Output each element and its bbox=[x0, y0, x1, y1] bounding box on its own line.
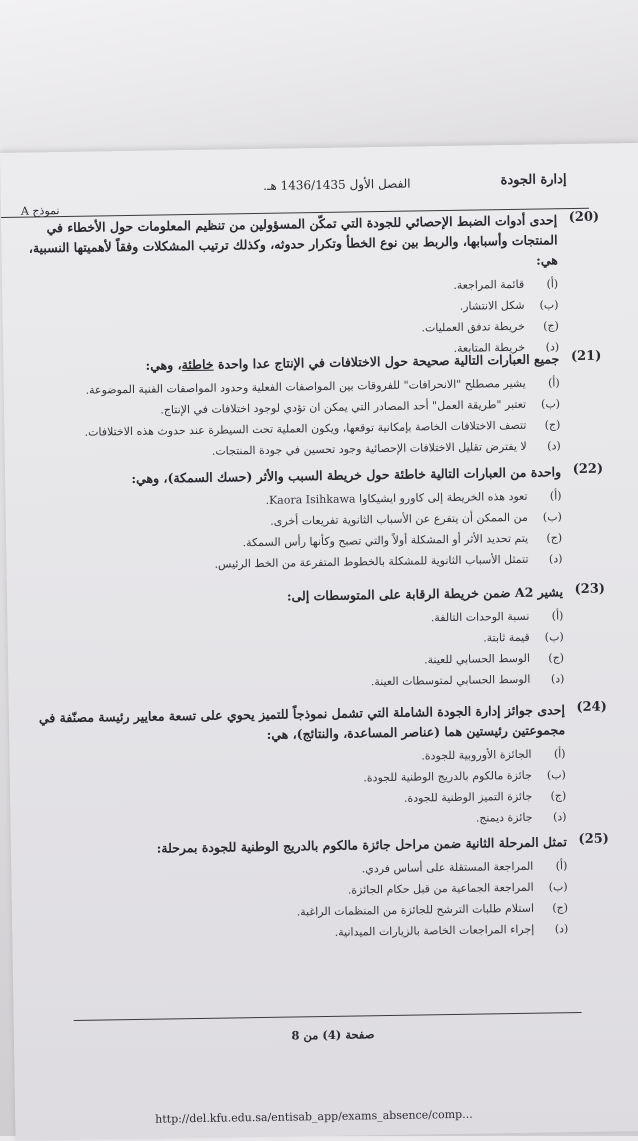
option-c: (ج) يتم تحديد الأثر أو المشكلة أولاً والتي تصبح وكأنها رأس السمكة. bbox=[242, 531, 563, 550]
question-text: إحدى أدوات الضبط الإحصائي للجودة التي تمكّن المسؤولين من تنظيم المعلومات حول الأخطاء في المنتجات وأسبابها، والربط بين نوع الخطأ وتكرار حدوثه، وكذلك ترتيب المشكلات وفقاً لأهميتها النسبية، هي: bbox=[28, 212, 558, 268]
exam-model-label: نموذج A bbox=[20, 204, 60, 218]
semester-label: الفصل الأول 1436/1435 هـ. bbox=[262, 176, 411, 193]
option-d: (د) خريطة المتابعة. bbox=[453, 340, 560, 355]
question-number: (20) bbox=[568, 209, 600, 226]
option-b: (ب) شكل الانتشار. bbox=[459, 298, 559, 313]
footer-divider bbox=[74, 1012, 582, 1021]
question-22 bbox=[15, 462, 605, 578]
page-number: صفحة (4) من 8 bbox=[291, 1027, 375, 1043]
option-c: (ج) الوسط الحسابي للعينة. bbox=[423, 651, 565, 667]
question-23 bbox=[17, 582, 607, 698]
option-a: (أ) المراجعة المستقلة على أساس فردي. bbox=[361, 859, 568, 876]
question-24 bbox=[19, 700, 609, 836]
option-d: (د) الوسط الحسابي لمتوسطات العينة. bbox=[370, 672, 565, 689]
option-d: (د) جائزة ديمنج. bbox=[475, 810, 567, 825]
course-title: إدارة الجودة bbox=[500, 172, 567, 189]
option-a: (أ) تعود هذه الخريطة إلى كاورو ايشيكاوا Kaora Isihkawa. bbox=[265, 489, 562, 507]
question-number: (22) bbox=[572, 461, 604, 478]
question-number: (23) bbox=[574, 581, 606, 598]
question-number: (25) bbox=[578, 831, 610, 848]
option-b: (ب) من الممكن أن يتفرع عن الأسباب الثانوية تفريعات أخرى. bbox=[270, 510, 562, 528]
option-d: (د) لا يفترض تقليل الاختلافات الإحصائية وجود تحسين في جودة المنتجات. bbox=[211, 439, 561, 458]
option-a: (أ) يشير مصطلح "الانحرافات" للفروقات بين المواصفات الفعلية وحدود المواصفات الفنية الموضوعة. bbox=[85, 376, 560, 397]
option-b: (ب) المراجعة الجماعية من قبل حكام الجائزة. bbox=[347, 880, 568, 897]
option-c: (ج) جائزة التميز الوطنية للجودة. bbox=[403, 789, 567, 805]
background-desk bbox=[0, 0, 638, 150]
question-text: تمثل المرحلة الثانية ضمن مراحل جائزة مالكوم بالدريج الوطنية للجودة بمرحلة: bbox=[156, 834, 568, 856]
question-text: جميع العبارات التالية صحيحة حول الاختلافات في الإنتاج عدا واحدة خاطئة، وهي: bbox=[145, 351, 560, 373]
option-a: (أ) الجائزة الأوروبية للجودة. bbox=[421, 747, 566, 763]
question-text: واحدة من العبارات التالية خاطئة حول خريطة السبب والأثر (حسك السمكة)، وهي: bbox=[131, 464, 562, 486]
option-d: (د) تتمثل الأسباب الثانوية للمشكلة بالخطوط المتفرعة من الخط الرئيس. bbox=[214, 552, 563, 571]
question-number: (24) bbox=[576, 699, 607, 716]
option-b: (ب) قيمة ثابتة. bbox=[483, 630, 564, 645]
option-d: (د) إجراء المراجعات الخاصة بالزيارات الميدانية. bbox=[334, 922, 569, 939]
option-c: (ج) خريطة تدفق العمليات. bbox=[421, 319, 559, 335]
exam-page bbox=[0, 143, 638, 1141]
option-c: (ج) تتصف الاختلافات الخاصة بإمكانية توقعها، ويكون العملية تحت السيطرة عند حدوث هذه الاختلافات. bbox=[84, 418, 561, 439]
question-number: (21) bbox=[570, 348, 602, 365]
option-a: (أ) نسبة الوحدات التالفة. bbox=[430, 609, 564, 625]
option-c: (ج) استلام طلبات الترشح للجائزة من المنظمات الراغبة. bbox=[296, 901, 569, 919]
option-b: (ب) تعتبر "طريقة العمل" أحد المصادر التي يمكن ان تؤدي لوجود اختلافات في الإنتاج. bbox=[160, 397, 561, 417]
emphasized-word: خاطئة bbox=[181, 356, 214, 373]
question-text: يشير A2 ضمن خريطة الرقابة على المتوسطات إلى: bbox=[286, 584, 564, 604]
option-b: (ب) جائزة مالكوم بالدريج الوطنية للجودة. bbox=[363, 768, 566, 785]
question-20 bbox=[11, 210, 601, 366]
option-a: (أ) قائمة المراجعة. bbox=[453, 277, 559, 292]
source-url: http://del.kfu.edu.sa/entisab_app/exams_absence/comp... bbox=[155, 1107, 473, 1126]
question-text: إحدى جوائز إدارة الجودة الشاملة التي تشمل نموذجاً للتميز يحوي على تسعة معايير رئيسة مصنّفة في مجموعتين رئيستين هما (عناصر المساعدة، والنتائج)، هي: bbox=[38, 702, 566, 742]
question-21 bbox=[13, 349, 603, 465]
question-25 bbox=[21, 832, 611, 948]
